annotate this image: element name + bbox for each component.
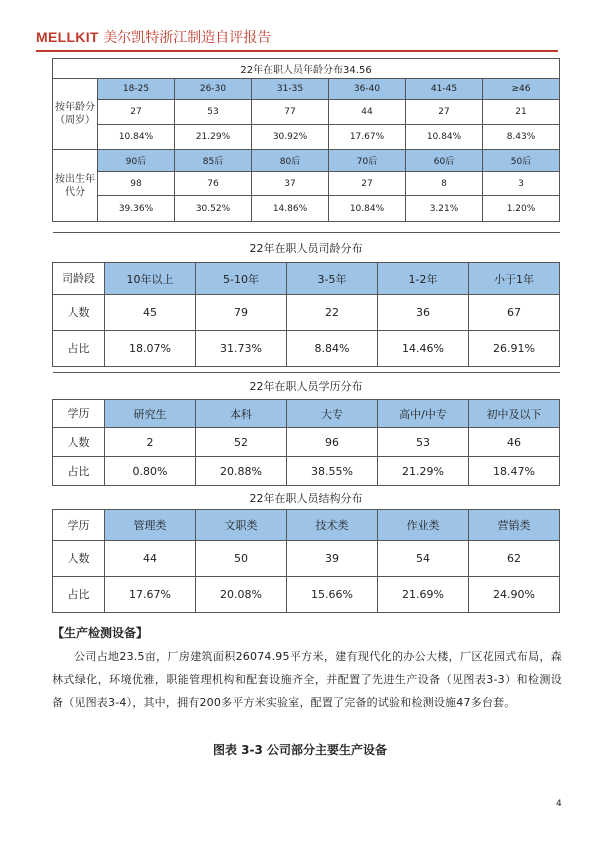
tenure-pct-cell: 8.84% — [287, 331, 378, 367]
tenure-group-cell: 5-10年 — [196, 263, 287, 295]
tenure-count-cell: 22 — [287, 295, 378, 331]
age-pct-cell: 10.84% — [98, 125, 175, 150]
age-group-cell: 18-25 — [98, 79, 175, 100]
structure-pct-cell: 20.08% — [196, 577, 287, 613]
birth-pct-cell: 30.52% — [175, 196, 252, 222]
body-paragraph: 公司占地23.5亩，厂房建筑面积26074.95平方米，建有现代化的办公大楼，厂区花园式布局，森林式绿化，环境优雅，职能管理机构和配套设施齐全，并配置了先进生产设备（见图表3-3）和检测设备（见图表3-4），其中，拥有200多平方米实验室，配置了完备的试验和检测设施47多台套。 — [52, 650, 562, 709]
age-pct-cell: 10.84% — [406, 125, 483, 150]
education-pct-cell: 20.88% — [196, 457, 287, 486]
tenure-distribution-table — [52, 232, 560, 367]
header-rule — [36, 50, 558, 52]
age-group-cell: ≥46 — [483, 79, 560, 100]
structure-table-title: 22年在职人员结构分布 — [53, 486, 560, 510]
birth-pct-cell: 3.21% — [406, 196, 483, 222]
education-group-cell: 高中/中专 — [378, 400, 469, 428]
birth-group-cell: 90后 — [98, 150, 175, 172]
education-pct-cell: 0.80% — [105, 457, 196, 486]
tenure-pct-cell: 18.07% — [105, 331, 196, 367]
structure-group-cell: 管理类 — [105, 510, 196, 541]
header-title: 美尔凯特浙江制造自评报告 — [103, 30, 272, 46]
age-distribution-table — [52, 58, 560, 222]
age-group-cell: 36-40 — [329, 79, 406, 100]
tenure-pct-label: 占比 — [53, 331, 105, 367]
tenure-group-cell: 3-5年 — [287, 263, 378, 295]
tenure-count-cell: 36 — [378, 295, 469, 331]
structure-count-label: 人数 — [53, 541, 105, 577]
education-count-label: 人数 — [53, 428, 105, 457]
page-number: 4 — [556, 799, 562, 809]
birth-pct-cell: 14.86% — [252, 196, 329, 222]
structure-pct-cell: 17.67% — [105, 577, 196, 613]
education-count-cell: 2 — [105, 428, 196, 457]
age-table-title: 22年在职人员年龄分布34.56 — [53, 59, 560, 79]
age-count-cell: 53 — [175, 100, 252, 125]
age-row-label: 按年龄分（周岁） — [53, 79, 98, 150]
birth-row-label: 按出生年代分 — [53, 150, 98, 222]
education-group-cell: 研究生 — [105, 400, 196, 428]
education-count-cell: 96 — [287, 428, 378, 457]
education-count-cell: 46 — [469, 428, 560, 457]
figure-caption: 图表 3-3 公司部分主要生产设备 — [212, 743, 388, 757]
tenure-group-cell: 小于1年 — [469, 263, 560, 295]
structure-count-cell: 39 — [287, 541, 378, 577]
age-group-cell: 26-30 — [175, 79, 252, 100]
birth-count-cell: 98 — [98, 172, 175, 196]
structure-count-cell: 44 — [105, 541, 196, 577]
birth-count-cell: 37 — [252, 172, 329, 196]
structure-count-cell: 50 — [196, 541, 287, 577]
age-group-cell: 41-45 — [406, 79, 483, 100]
birth-count-cell: 76 — [175, 172, 252, 196]
education-group-cell: 初中及以下 — [469, 400, 560, 428]
age-count-cell: 21 — [483, 100, 560, 125]
education-group-cell: 本科 — [196, 400, 287, 428]
age-pct-cell: 8.43% — [483, 125, 560, 150]
structure-group-cell: 作业类 — [378, 510, 469, 541]
structure-pct-cell: 24.90% — [469, 577, 560, 613]
education-pct-cell: 21.29% — [378, 457, 469, 486]
birth-pct-cell: 39.36% — [98, 196, 175, 222]
birth-group-cell: 85后 — [175, 150, 252, 172]
age-pct-cell: 17.67% — [329, 125, 406, 150]
birth-count-cell: 3 — [483, 172, 560, 196]
structure-col-label: 学历 — [53, 510, 105, 541]
age-count-cell: 77 — [252, 100, 329, 125]
section-heading: 【生产检测设备】 — [52, 626, 149, 640]
education-pct-cell: 38.55% — [287, 457, 378, 486]
structure-pct-cell: 15.66% — [287, 577, 378, 613]
age-pct-cell: 30.92% — [252, 125, 329, 150]
tenure-pct-cell: 14.46% — [378, 331, 469, 367]
education-col-label: 学历 — [53, 400, 105, 428]
structure-group-cell: 技术类 — [287, 510, 378, 541]
birth-pct-cell: 10.84% — [329, 196, 406, 222]
structure-group-cell: 文职类 — [196, 510, 287, 541]
education-count-cell: 52 — [196, 428, 287, 457]
structure-group-cell: 营销类 — [469, 510, 560, 541]
education-group-cell: 大专 — [287, 400, 378, 428]
education-pct-label: 占比 — [53, 457, 105, 486]
birth-pct-cell: 1.20% — [483, 196, 560, 222]
age-pct-cell: 21.29% — [175, 125, 252, 150]
education-pct-cell: 18.47% — [469, 457, 560, 486]
tenure-group-cell: 1-2年 — [378, 263, 469, 295]
tenure-count-cell: 67 — [469, 295, 560, 331]
birth-count-cell: 8 — [406, 172, 483, 196]
tenure-count-cell: 79 — [196, 295, 287, 331]
education-distribution-table — [52, 372, 560, 486]
header-brand: MELLKIT — [36, 29, 99, 45]
birth-group-cell: 60后 — [406, 150, 483, 172]
birth-count-cell: 27 — [329, 172, 406, 196]
birth-group-cell: 80后 — [252, 150, 329, 172]
birth-group-cell: 50后 — [483, 150, 560, 172]
tenure-pct-cell: 26.91% — [469, 331, 560, 367]
tenure-group-cell: 10年以上 — [105, 263, 196, 295]
page-header — [36, 27, 271, 47]
structure-distribution-table — [52, 485, 560, 613]
structure-count-cell: 54 — [378, 541, 469, 577]
birth-group-cell: 70后 — [329, 150, 406, 172]
tenure-count-cell: 45 — [105, 295, 196, 331]
tenure-col-label: 司龄段 — [53, 263, 105, 295]
education-count-cell: 53 — [378, 428, 469, 457]
age-group-cell: 31-35 — [252, 79, 329, 100]
structure-pct-cell: 21.69% — [378, 577, 469, 613]
tenure-pct-cell: 31.73% — [196, 331, 287, 367]
education-table-title: 22年在职人员学历分布 — [53, 373, 560, 400]
age-count-cell: 44 — [329, 100, 406, 125]
structure-pct-label: 占比 — [53, 577, 105, 613]
age-count-cell: 27 — [406, 100, 483, 125]
tenure-count-label: 人数 — [53, 295, 105, 331]
tenure-table-title: 22年在职人员司龄分布 — [53, 233, 560, 263]
structure-count-cell: 62 — [469, 541, 560, 577]
age-count-cell: 27 — [98, 100, 175, 125]
